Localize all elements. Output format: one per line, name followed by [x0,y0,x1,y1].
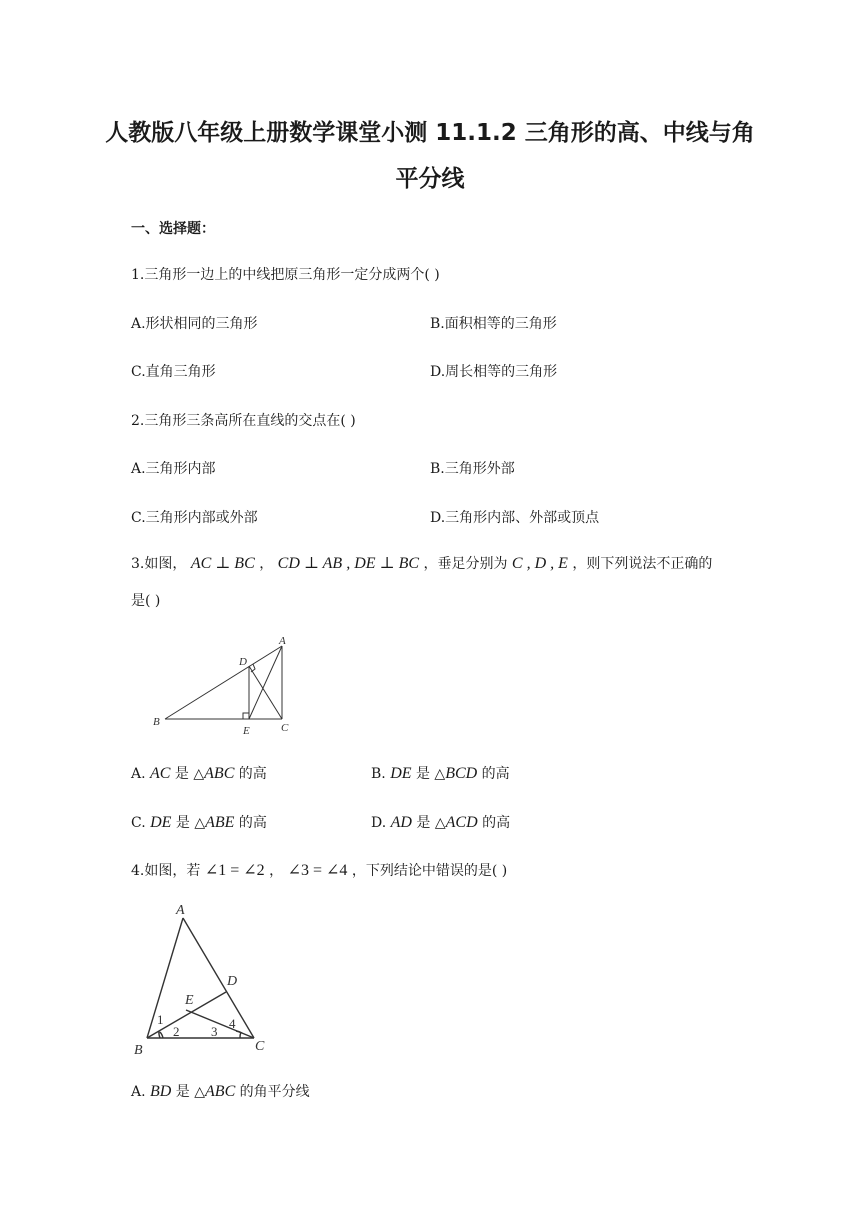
question-4-option-a [131,1081,310,1101]
q3a-mid: 是 △ [170,766,205,782]
q3b-post: 的高 [477,766,510,782]
q3d-mid: 是 △ [411,815,446,831]
q3c-mid: 是 △ [171,815,206,831]
q3-fig-label-b: B [153,716,160,728]
question-4-stem [131,860,507,880]
q3-suffix: ，则下列说法不正确的 [572,556,713,572]
q3c-post: 的高 [234,815,267,831]
q3-math-2: CD ⊥ AB , DE ⊥ BC [277,555,420,572]
q3c-pre: C. [131,815,151,831]
q4-fig-label-d: D [227,974,238,989]
q4-math-2: ∠3 = ∠4 [287,862,348,879]
section-heading: 一、选择题： [131,221,215,237]
question-3-stem [131,553,712,573]
q3a-math-1: AC [150,765,171,782]
q3b-mid: 是 △ [411,766,446,782]
question-1-option-b: B.面积相等的三角形 [430,316,557,332]
q4-fig-angle-3: 3 [211,1024,218,1039]
q4a-math-2: ABC [205,1083,236,1100]
q4-fig-label-c: C [255,1039,265,1054]
q3b-math-1: DE [390,765,412,782]
q4-fig-label-b: B [134,1043,143,1058]
question-3-option-d [371,812,510,832]
q4-fig-angle-4: 4 [229,1016,236,1031]
q3c-math-2: ABE [205,814,235,831]
question-2-option-a: A.三角形内部 [131,461,216,477]
q3-fig-label-a: A [279,635,286,647]
question-1-option-c: C.直角三角形 [131,364,216,380]
q3a-math-2: ABC [204,765,235,782]
q3d-pre: D. [371,815,391,831]
q4-sep: ， [269,863,284,879]
q3d-math-2: ACD [445,814,478,831]
q3-fig-label-c: C [281,722,289,734]
q4-fig-label-e: E [185,993,194,1008]
q3-mid: ，垂足分别为 [423,556,508,572]
q3a-pre: A. [131,766,151,782]
q3-math-1: AC ⊥ BC [190,555,255,572]
question-3-option-a [131,763,267,783]
document-title-line2: 平分线 [395,166,465,192]
q3-math-3: C , D , E [511,555,568,572]
q4-math-1: ∠1 = ∠2 [204,862,265,879]
question-2-option-b: B.三角形外部 [430,461,515,477]
q3c-math-1: DE [150,814,172,831]
question-4-figure [130,898,280,1060]
question-2-option-d: D.三角形内部、外部或顶点 [430,510,600,526]
q3d-post: 的高 [477,815,511,831]
document-title-line1: 人教版八年级上册数学课堂小测 11.1.2 三角形的高、中线与角 [105,120,755,146]
q3b-math-2: BCD [445,765,478,782]
question-3-option-b [371,763,510,783]
question-3-figure [145,628,305,740]
q3-fig-label-e: E [243,725,250,737]
q4a-mid: 是 △ [171,1084,206,1100]
question-2-stem: 2.三角形三条高所在直线的交点在( ) [131,413,356,429]
q3-prefix: 3.如图， [131,556,187,572]
q4-fig-angle-2: 2 [173,1024,180,1039]
q4a-math-1: BD [150,1083,172,1100]
q3a-post: 的高 [234,766,267,782]
question-1-stem: 1.三角形一边上的中线把原三角形一定分成两个( ) [131,267,440,283]
question-2-option-c: C.三角形内部或外部 [131,510,258,526]
q4-suffix: ，下列结论中错误的是( ) [351,863,508,879]
q3-fig-label-d: D [239,656,247,668]
q4-prefix: 4.如图，若 [131,863,201,879]
q4-fig-angle-1: 1 [157,1012,164,1027]
question-3-option-c [131,812,267,832]
question-1-option-d: D.周长相等的三角形 [430,364,558,380]
q3b-pre: B. [371,766,391,782]
q3-sep: ， [259,556,274,572]
question-3-stem-line2: 是( ) [131,593,161,609]
question-1-option-a: A.形状相同的三角形 [131,316,258,332]
q4-fig-label-a: A [176,903,185,918]
q4a-pre: A. [131,1084,151,1100]
q4a-post: 的角平分线 [235,1084,310,1100]
q3d-math-1: AD [390,814,412,831]
